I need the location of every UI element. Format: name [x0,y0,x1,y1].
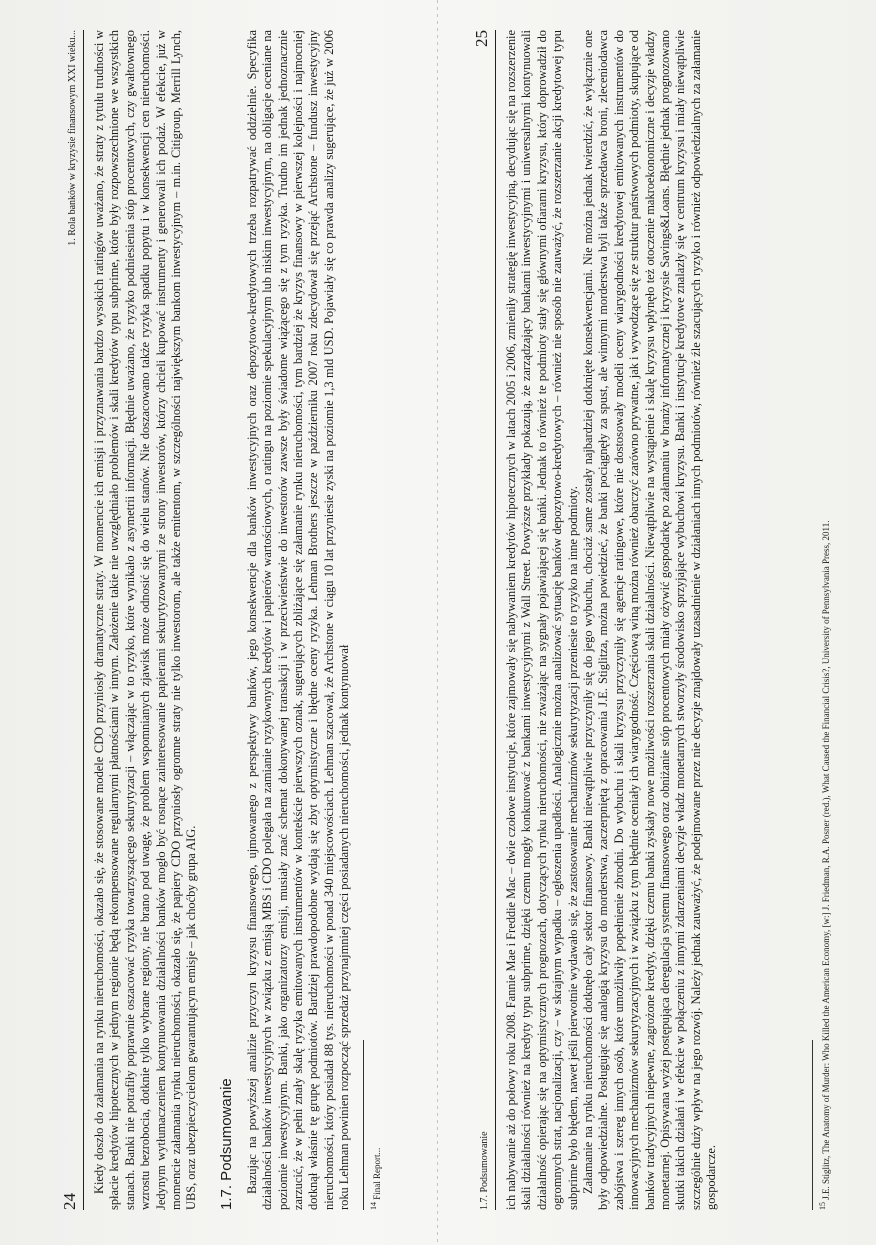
section-title: 1.7. Podsumowanie [217,1078,235,1210]
left-section-paragraph: Bazując na powyższej analizie przyczyn kryzysu finansowego, ujmowanego z perspektywy banków, jego konsekwencje dla banków inwestycyjnych oraz depozytowo-kredytowych trzeba rozpatrywać oddzielnie. Specyfika działalności banków inwestycyjnych w związku z emisją MBS i CDO polegała na zamianie ryzykownych kredytów i papierów wartościowych, o ratingu na poziomie spekulacyjnym lub niskim inwestycyjnym, na obligacje oceniane na poziomie inwestycyjnym. Banki, jako organizatorzy emisji, musiały znać schemat dokonywanej transakcji i w przeciwieństwie do inwestorów zawsze były świadome wiążącego się z tym ryzyka. Trudno im jednak jednoznacznie zarzucić, że w pełni znały skalę ryzyka emitowanych instrumentów w kontekście pierwszych oznak, sugerujących zbliżające się załamanie rynku nieruchomości, tym bardziej że kryzys finansowy w pierwszej kolejności i najmocniej dotknął właśnie tę grupę podmiotów. Bardziej prawdopodobne wydają się zbyt optymistyczne i błędne oceny ryzyka. Lehman Brothers jeszcze w październiku 2007 roku zdecydował się przejąć Archstone – fundusz inwestycyjny nieruchomości, który posiadał 88 tys. nieruchomości w ponad 340 miejscowościach. Lehman szacował, że Archstone w ciągu 10 lat przyniesie zyski na poziomie 1,3 mld USD. Pojawiały się co prawda analizy sugerujące, że już w 2006 roku Lehman powinien rozpocząć sprzedaż przynajmniej części posiadanych nieruchomości, jednak kontynuował [244,30,352,1210]
right-footnote-text: J.E. Stiglitz, The Anatomy of Murder: Who Killed the American Economy, [w:] J. Friedman, R.A. Posner (red.), What Caused the Financial Crisis?, University of Pennsylvania Press, 2011. [821,520,831,1200]
right-footnote: $^{15}$ J.E. Stiglitz, The Anatomy of Murder: Who Killed the American Economy, [w:] J. Friedman, R.A. Posner (red.), What Caused the Financial Crisis?, University of Pennsylvania Press, 2011. [818,520,831,1210]
page-fold-line [437,0,438,1245]
right-page-header [472,30,496,1210]
right-paragraph-1: ich nabywanie aż do połowy roku 2008. Fannie Mae i Freddie Mac – dwie czołowe instytucje, które zajmowały się nabywaniem kredytów hipotecznych w latach 2005 i 2006, zmieniły strategię inwestycyjną, decydując się na rozszerzenie skali działalności również na kredyty typu subprime, dzięki czemu mogły konkurować z bankami inwestycyjnymi z Wall Street. Powyższe przykłady pokazują, że zarządzający bankami inwestycyjnymi i uniwersalnymi kontynuowali działalność opierając się na optymistycznych prognozach, dotyczących rynku nieruchomości, nie zważając na sygnały pojawiającej się bańki. Jednak to również te podmioty stały się głównymi ofiarami kryzysu, który doprowadził do ogromnych strat, nacjonalizacji, czy – w skrajnym wypadku – ogłoszenia upadłości. Analogicznie można analizować sytuację banków depozytowo-kredytowych – również nie sposób nie zauważyć, że rozszerzanie akcji kredytowej typu subprime było błędem, nawet jeśli pierwotnie wydawało się, że zastosowanie mechanizmów sekurytyzacji przeniesie to ryzyko na inne podmioty. [504,30,580,1210]
right-footnote-rule [812,1040,813,1210]
left-footnote-text: Final Report... [371,1147,382,1200]
right-running-header: 1.7. Podsumowanie [479,1131,490,1210]
right-paragraph-2: Załamanie na rynku nieruchomości dotknęło cały sektor finansowy. Banki niewątpliwie przyczyniły się do jego wybuchu, chociaż same zostały najbardziej dotknięte konsekwencjami. Nie można jednak twierdzić, że wyłącznie one były odpowiedzialne. Posługując się analogią kryzysu do morderstwa, zaczerpniętą z opracowania J.E. Stiglitza, można powiedzieć, że banki pociągnęły za spust, ale winnymi morderstwa byli także sprzedawca broni, zleceniodawca zabójstwa i szereg innych osób, które umożliwiły popełnienie zbrodni. Do wybuchu i skali kryzysu przyczyniły się agencje ratingowe, które nie dostosowały modeli oceny wiarygodności kredytowej emitowanych instrumentów do innowacyjnych mechanizmów sekurytyzacyjnych i w związku z tym błędnie oceniały ich wiarygodność. Częściową winą można również obarczyć zarówno prywatne, jak i wywodzące się ze struktur państwowych podmioty, skupujące od banków tradycyjnych niepewne, zagrożone kredyty, dzięki czemu banki zyskały nowe możliwości rozszerzania skali działalności. Niewątpliwie na wystąpienie i skalę kryzysu wpłynęło też otoczenie makroekonomiczne i decyzje władzy monetarnej. Opisywana wyżej postępująca deregulacja systemu finansowego oraz obniżanie stóp procentowych miały ożywić gospodarkę po załamaniu w branży informatycznej i kryzysie Savings&Loans. Błędnie jednak prognozowano skutki takich działań i w efekcie w połączeniu z innymi zdarzeniami decyzje władz monetarnych stworzyły środowisko sprzyjające wybuchowi kryzysu. Banki i instytucje kredytowe znalazły się w centrum kryzysu i miały niewątpliwie szczególnie duży wpływ na jego rozwój. Należy jednak zauważyć, że podejmowane przez nie decyzje znajdowały uzasadnienie w działaniach innych podmiotów, również źle szacujących ryzyko i również odpowiedzialnych za załamanie gospodarcze. [581,30,719,1210]
left-page-header [60,30,84,1210]
left-running-header: 1. Rola banków w kryzysie finansowym XXI wieku... [67,30,78,246]
right-page-number: 25 [472,30,491,47]
left-footnote: $^{14}$ Final Report... [368,1147,382,1210]
left-page-number: 24 [60,1193,79,1210]
right-footnote-block [802,30,832,1210]
left-page [60,30,420,1210]
left-paragraph-1: Kiedy doszło do załamania na rynku nieruchomości, okazało się, że stosowane modele CDO przyniosły dramatyczne straty. W momencie ich emisji i przyznawania bardzo wysokich ratingów uważano, że straty z tytułu trudności w spłacie kredytów hipotecznych w jednym regionie będą rekompensowane regularnymi płatnościami w innym. Założenie takie nie uwzględniało problemów i skali kredytów typu subprime, które były rozpowszechnione we wszystkich stanach. Banki nie potrafiły poprawnie oszacować ryzyka towarzyszącego sekurytyzacji – włączając w to ryzyko, które wynikało z asymetrii informacji. Błędnie uważano, że ryzyko podniesienia stóp procentowych, czy gwałtownego wzrostu bezrobocia, dotknie tylko wybrane regiony, nie brano pod uwagę, że problem wspomnianych zjawisk może odnosić się do wielu stanów. Nie doszacowano także ryzyka spadku popytu i w konsekwencji cen nieruchomości. Jedynym wytłumaczeniem kontynuowania działalności banków mogło być rosnące zainteresowanie papierami sekurytyzowanymi ze strony inwestorów, którzy chcieli kupować instrumenty i generowali ich podaż. W efekcie, już w momencie załamania rynku nieruchomości, okazało się, że papiery CDO przyniosły ogromne straty nie tylko inwestorom, ale także emitentom, w szczególności największym bankom inwestycyjnym – m.in. Citigroup, Merrill Lynch, UBS, oraz ubezpieczycielom gwarantującym emisje – jak choćby grupa AIG. [92,30,199,1210]
right-page [472,30,832,1210]
left-footnote-rule [363,1040,364,1210]
